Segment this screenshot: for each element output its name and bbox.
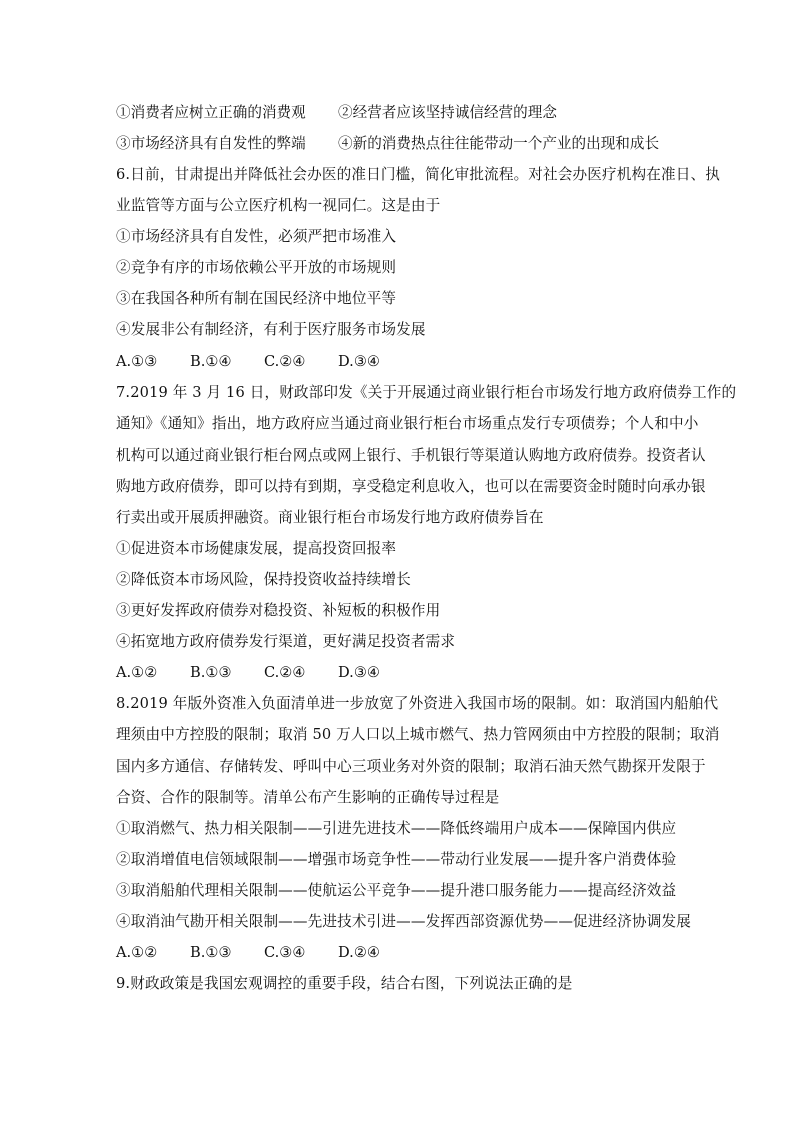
q6-stem-line-2: 业监管等方面与公立医疗机构一视同仁。这是由于 bbox=[116, 197, 441, 214]
q8-stem-line-1: 8.2019 年版外资准入负面清单进一步放宽了外资进入我国市场的限制。如：取消国内船舶代 bbox=[116, 695, 719, 712]
q8-statement-2: ②取消增值电信领域限制——增强市场竞争性——带动行业发展——提升客户消费体验 bbox=[116, 851, 677, 868]
q7-stem-line-4: 购地方政府债券，即可以持有到期，享受稳定利息收入，也可以在需要资金时随时向承办银 bbox=[116, 478, 706, 495]
q5-options-row-1 bbox=[116, 103, 557, 123]
q8-choice-a: A.①② bbox=[116, 944, 158, 961]
q8-stem-line-4: 合资、合作的限制等。清单公布产生影响的正确传导过程是 bbox=[116, 789, 500, 806]
q8-stem-line-3: 国内多方通信、存储转发、呼叫中心三项业务对外资的限制；取消石油天然气勘探开发限于 bbox=[116, 758, 706, 775]
q8-choices bbox=[116, 943, 412, 963]
q7-statement-3: ③更好发挥政府债券对稳投资、补短板的积极作用 bbox=[116, 602, 441, 619]
q8-statement-3: ③取消船舶代理相关限制——使航运公平竞争——提升港口服务能力——提高经济效益 bbox=[116, 882, 677, 899]
q6-choice-a: A.①③ bbox=[116, 353, 158, 370]
q8-statement-1: ①取消燃气、热力相关限制——引进先进技术——降低终端用户成本——保障国内供应 bbox=[116, 820, 677, 837]
q6-choice-c: C.②④ bbox=[264, 353, 306, 370]
q7-choice-c: C.②④ bbox=[264, 664, 306, 681]
q7-choices bbox=[116, 663, 412, 683]
q6-choice-b: B.①④ bbox=[190, 353, 232, 370]
q7-stem-line-5: 行卖出或开展质押融资。商业银行柜台市场发行地方政府债券旨在 bbox=[116, 509, 544, 526]
q8-choice-d: D.②④ bbox=[338, 944, 380, 961]
q6-statement-1: ①市场经济具有自发性，必须严把市场准入 bbox=[116, 228, 397, 245]
q7-choice-d: D.③④ bbox=[338, 664, 380, 681]
q5-option-3: ③市场经济具有自发性的弊端 bbox=[116, 135, 306, 152]
q5-option-4: ④新的消费热点往往能带动一个产业的出现和成长 bbox=[338, 135, 660, 152]
q7-choice-b: B.①③ bbox=[190, 664, 232, 681]
q9-stem-line-1: 9.财政政策是我国宏观调控的重要手段，结合右图，下列说法正确的是 bbox=[116, 975, 573, 992]
q8-choice-b: B.①③ bbox=[190, 944, 232, 961]
q6-choices bbox=[116, 352, 412, 372]
q5-option-1: ①消费者应树立正确的消费观 bbox=[116, 104, 306, 121]
q5-options-row-2 bbox=[116, 134, 659, 154]
q8-statement-4: ④取消油气勘开相关限制——先进技术引进——发挥西部资源优势——促进经济协调发展 bbox=[116, 913, 692, 930]
q7-stem-line-1: 7.2019 年 3 月 16 日，财政部印发《关于开展通过商业银行柜台市场发行地方政府债券工作的 bbox=[116, 384, 737, 401]
q7-stem-line-2: 通知》《通知》指出，地方政府应当通过商业银行柜台市场重点发行专项债券；个人和中小 bbox=[116, 415, 699, 432]
q6-choice-d: D.③④ bbox=[338, 353, 380, 370]
q8-choice-c: C.③④ bbox=[264, 944, 306, 961]
q7-statement-1: ①促进资本市场健康发展，提高投资回报率 bbox=[116, 540, 397, 557]
q8-stem-line-2: 理须由中方控股的限制；取消 50 万人口以上城市燃气、热力管网须由中方控股的限制；取消 bbox=[116, 726, 720, 743]
q6-stem-line-1: 6.日前，甘肃提出并降低社会办医的准日门槛，简化审批流程。对社会办医疗机构在准日、执 bbox=[116, 166, 720, 183]
q7-statement-2: ②降低资本市场风险，保持投资收益持续增长 bbox=[116, 571, 411, 588]
q5-option-2: ②经营者应该坚持诚信经营的理念 bbox=[338, 104, 557, 121]
q7-choice-a: A.①② bbox=[116, 664, 158, 681]
q7-statement-4: ④拓宽地方政府债券发行渠道，更好满足投资者需求 bbox=[116, 633, 456, 650]
q6-statement-2: ②竞争有序的市场依赖公平开放的市场规则 bbox=[116, 259, 397, 276]
q7-stem-line-3: 机构可以通过商业银行柜台网点或网上银行、手机银行等渠道认购地方政府债券。投资者认 bbox=[116, 447, 706, 464]
q6-statement-3: ③在我国各种所有制在国民经济中地位平等 bbox=[116, 290, 397, 307]
q6-statement-4: ④发展非公有制经济，有利于医疗服务市场发展 bbox=[116, 321, 426, 338]
